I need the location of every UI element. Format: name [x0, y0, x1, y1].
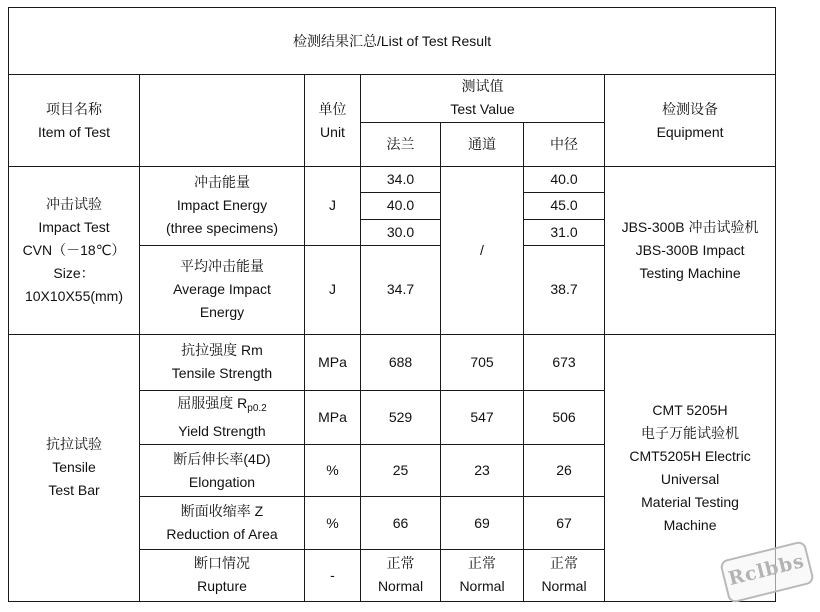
rupture-value-cn: 正常 [386, 555, 415, 572]
tensile-equip-line2: 电子万能试验机 [641, 424, 740, 441]
header-equip-cn: 检测设备 [662, 100, 719, 117]
header-item-blank [140, 75, 305, 166]
rupture-unit: - [305, 549, 361, 601]
tensile-row-unit: % [305, 445, 361, 497]
tensile-row-label [140, 390, 305, 444]
tensile-equip-line1: CMT 5205H [652, 401, 728, 418]
rupture-cn: 断口情况 [194, 555, 250, 572]
tensile-row-middle: 67 [524, 497, 605, 549]
header-unit-en: Unit [320, 123, 345, 140]
header-equip-en: Equipment [656, 123, 724, 140]
impact-energy-label [140, 166, 305, 245]
impact-energy-unit: J [305, 166, 361, 245]
impact-average-flange: 34.7 [361, 246, 441, 334]
header-item-cn: 项目名称 [46, 100, 102, 117]
tensile-equip-line3: CMT5205H Electric [629, 447, 751, 464]
tensile-group-en1: Tensile [52, 459, 96, 476]
impact-group-cn: 冲击试验 [46, 195, 102, 212]
rupture-middle [524, 549, 605, 601]
impact-average-middle: 38.7 [524, 246, 605, 334]
tensile-equip-line4: Universal [660, 470, 720, 487]
impact-energy-note: (three specimens) [165, 220, 279, 237]
tensile-row-flange: 25 [361, 445, 441, 497]
header-middle: 中径 [524, 122, 605, 166]
tensile-row-label [140, 334, 305, 390]
header-value-cn: 测试值 [461, 78, 504, 95]
impact-flange-3: 30.0 [361, 220, 441, 246]
rupture-label [140, 549, 305, 601]
tensile-row-cn: 抗拉强度 Rm [181, 342, 263, 359]
tensile-row-label [140, 497, 305, 549]
tensile-row-middle: 673 [524, 334, 605, 390]
rupture-value-cn: 正常 [468, 555, 496, 572]
tensile-row-middle: 26 [524, 445, 605, 497]
impact-energy-cn: 冲击能量 [194, 174, 250, 191]
impact-energy-en: Impact Energy [176, 197, 268, 214]
rupture-en: Rupture [197, 578, 247, 595]
header-equipment [605, 75, 776, 166]
tensile-equip-line6: Machine [663, 516, 717, 533]
header-item [9, 75, 140, 166]
header-test-value [361, 75, 605, 122]
tensile-row-en: Reduction of Area [166, 526, 278, 543]
impact-middle-1: 40.0 [524, 166, 605, 192]
tensile-row-cn: 断后伸长率(4D) [173, 450, 271, 467]
impact-flange-2: 40.0 [361, 192, 441, 219]
impact-flange-1: 34.0 [361, 166, 441, 192]
impact-average-label [140, 246, 305, 334]
tensile-row-cn: 断面收缩率 Z [180, 503, 264, 520]
tensile-row-unit: MPa [305, 334, 361, 390]
impact-equip-line3: Testing Machine [639, 264, 741, 281]
impact-size-label: Size： [53, 264, 95, 281]
impact-middle-2: 45.0 [524, 192, 605, 219]
impact-size-value: 10X10X55(mm) [24, 287, 124, 304]
tensile-row-channel: 23 [441, 445, 524, 497]
header-flange: 法兰 [361, 122, 441, 166]
tensile-row-flange: 66 [361, 497, 441, 549]
impact-average-cn: 平均冲击能量 [180, 258, 264, 275]
impact-middle-3: 31.0 [524, 220, 605, 246]
tensile-row-label [140, 445, 305, 497]
test-result-table [8, 7, 776, 602]
yield-subscript: p0.2 [247, 403, 267, 414]
header-value-en: Test Value [450, 101, 515, 118]
impact-channel-value: / [441, 166, 524, 334]
tensile-row-channel: 69 [441, 497, 524, 549]
rupture-value-en: Normal [541, 578, 587, 595]
tensile-row-channel: 547 [441, 390, 524, 444]
tensile-row-en: Yield Strength [178, 423, 266, 439]
tensile-group-cn: 抗拉试验 [46, 436, 102, 453]
impact-equip-line1: JBS-300B 冲击试验机 [621, 218, 759, 235]
impact-equipment [605, 166, 776, 334]
watermark-stamp: Rclbbs [719, 540, 815, 604]
rupture-flange [361, 549, 441, 601]
tensile-row-en: Elongation [188, 473, 256, 490]
tensile-row-channel: 705 [441, 334, 524, 390]
tensile-row-middle: 506 [524, 390, 605, 444]
header-unit-cn: 单位 [318, 100, 347, 117]
tensile-row-unit: MPa [305, 390, 361, 444]
tensile-row-flange: 688 [361, 334, 441, 390]
tensile-row-cn [140, 392, 304, 420]
yield-cn-text: 屈服强度 R [177, 395, 248, 411]
tensile-row-unit: % [305, 497, 361, 549]
impact-average-en1: Average Impact [173, 281, 271, 298]
tensile-row-flange: 529 [361, 390, 441, 444]
tensile-group-en2: Test Bar [48, 482, 100, 499]
header-item-en: Item of Test [37, 123, 111, 140]
tensile-equip-line5: Material Testing [641, 493, 739, 510]
impact-equip-line2: JBS-300B Impact [635, 241, 745, 258]
rupture-value-cn: 正常 [550, 555, 578, 572]
impact-group-en: Impact Test [38, 218, 110, 235]
tensile-row-en: Tensile Strength [171, 365, 273, 382]
rupture-value-en: Normal [377, 578, 424, 595]
header-channel: 通道 [441, 122, 524, 166]
impact-group [9, 166, 140, 334]
impact-average-en2: Energy [199, 304, 245, 321]
tensile-group [9, 334, 140, 601]
report-title: 检测结果汇总/List of Test Result [9, 8, 776, 75]
rupture-channel [441, 549, 524, 601]
impact-average-unit: J [305, 246, 361, 334]
impact-cvn: CVN（－18℃） [22, 241, 126, 258]
rupture-value-en: Normal [459, 578, 505, 595]
header-unit [305, 75, 361, 166]
